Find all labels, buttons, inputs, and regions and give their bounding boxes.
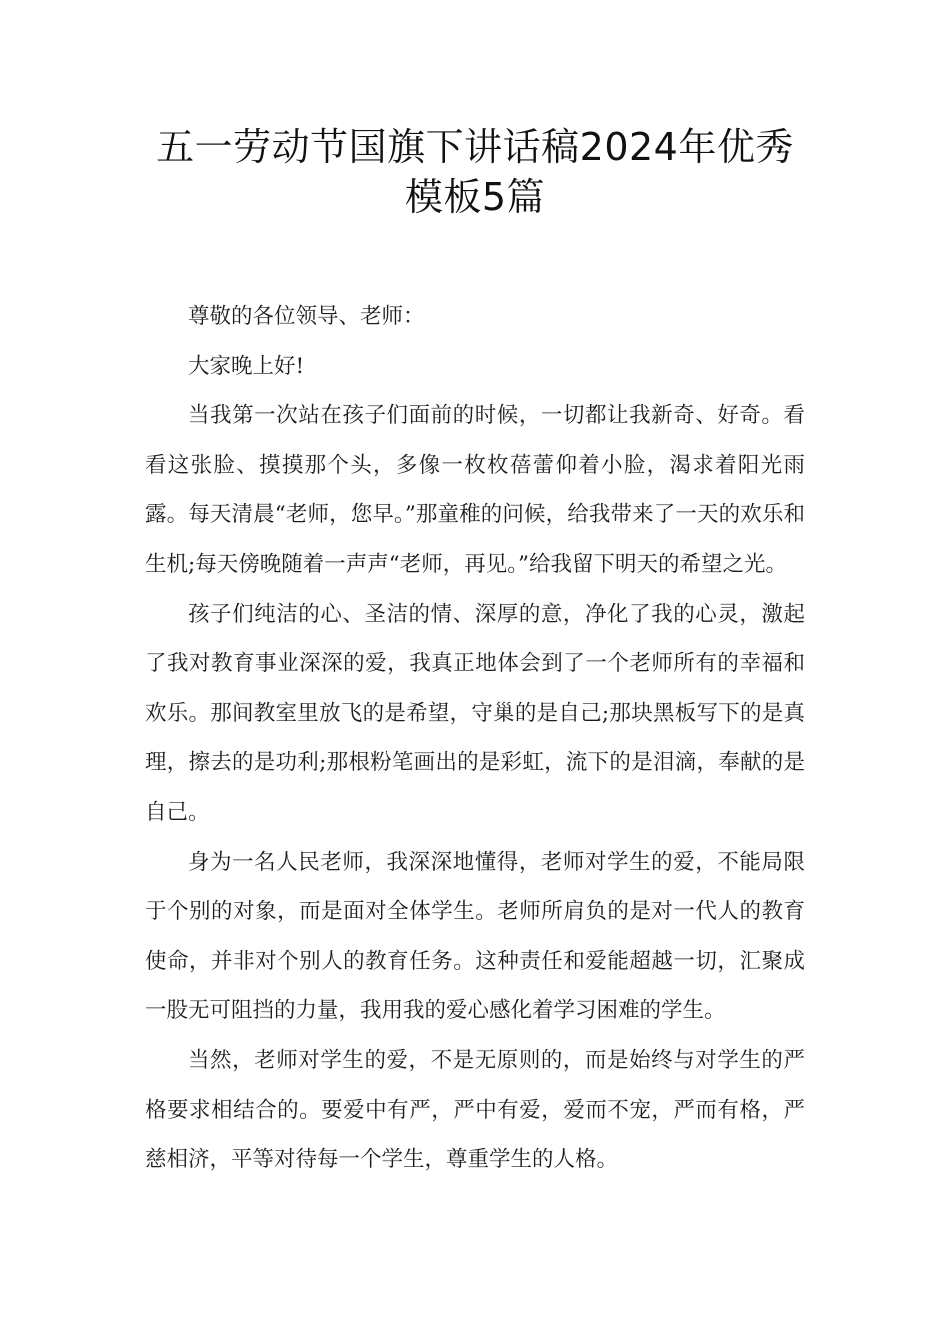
salutation: 尊敬的各位领导、老师： (188, 304, 425, 329)
document-title (145, 122, 805, 222)
body-paragraph: 当我第一次站在孩子们面前的时候，一切都让我新奇、好奇。看看这张脸、摸摸那个头，多像一枚枚蓓蕾仰着小脸，渴求着阳光雨露。每天清晨“老师，您早。”那童稚的问候，给我带来了一天的欢乐和生机;每天傍晚随着一声声“老师，再见。”给我留下明天的希望之光。 (145, 403, 805, 577)
body-paragraph: 孩子们纯洁的心、圣洁的情、深厚的意，净化了我的心灵，激起了我对教育事业深深的爱，我真正地体会到了一个老师所有的幸福和欢乐。那间教室里放飞的是希望，守巢的是自己;那块黑板写下的是真理，擦去的是功利;那根粉笔画出的是彩虹，流下的是泪滴，奉献的是自己。 (145, 601, 805, 825)
title-line-1: 五一劳动节国旗下讲话稿2024年优秀 (156, 125, 794, 169)
title-line-2: 模板5篇 (404, 175, 546, 219)
body-paragraph: 当然，老师对学生的爱，不是无原则的，而是始终与对学生的严格要求相结合的。要爱中有严，严中有爱，爱而不宠，严而有格，严慈相济，平等对待每一个学生，尊重学生的人格。 (145, 1047, 805, 1173)
greeting: 大家晚上好! (188, 353, 305, 379)
body-paragraph: 身为一名人民老师，我深深地懂得，老师对学生的爱，不能局限于个别的对象，而是面对全体学生。老师所肩负的是对一代人的教育使命，并非对个别人的教育任务。这种责任和爱能超越一切，汇聚成一股无可阻挡的力量，我用我的爱心感化着学习困难的学生。 (145, 849, 805, 1024)
document-body (145, 292, 805, 1185)
